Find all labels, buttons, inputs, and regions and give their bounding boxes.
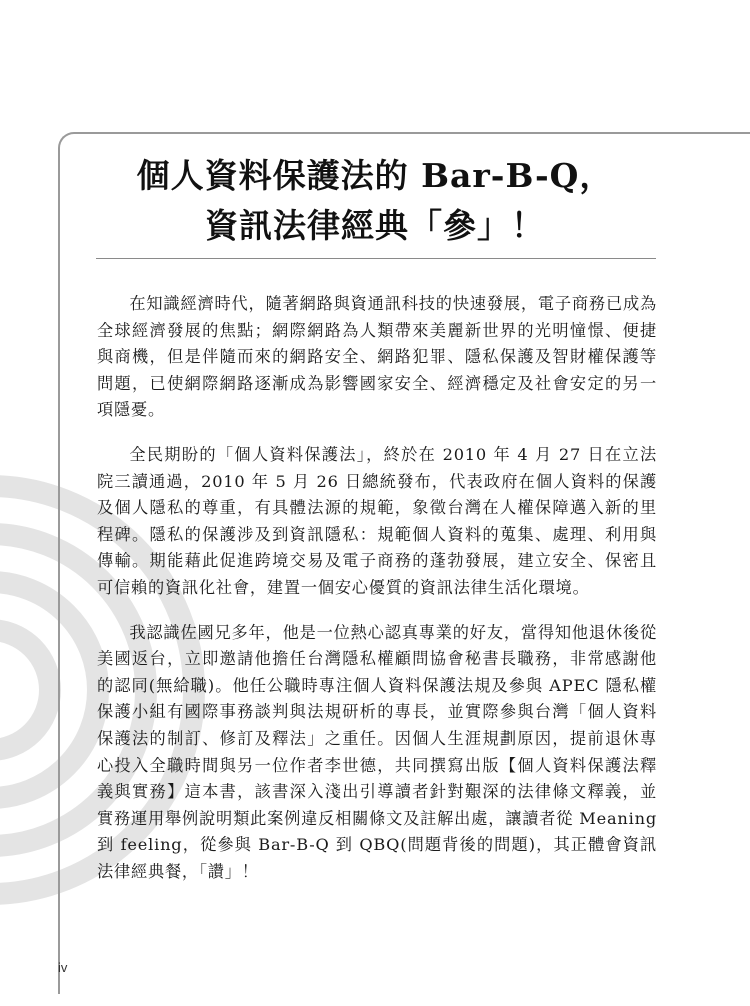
body-text bbox=[97, 291, 657, 903]
title-divider bbox=[96, 258, 656, 259]
paragraph-3: 我認識佐國兄多年，他是一位熱心認真專業的好友，當得知他退休後從美國返台，立即邀請他擔任台灣隱私權顧問協會秘書長職務，非常感謝他的認同(無給職)。他任公職時專注個人資料保護法規及參與 APEC 隱私權保護小組有國際事務談判與法規研析的專長，並實際參與台灣「個人資料保護法的制訂、修訂及釋法」之重任。因個人生涯規劃原因，提前退休專心投入全職時間與另一位作者李世德，共同撰寫出版【個人資料保護法釋義與實務】這本書，該書深入淺出引導讀者針對艱深的法律條文釋義，並實務運用舉例說明類此案例違反相關條文及註解出處，讓讀者從 Meaning 到 feeling，從參與 Bar-B-Q 到 QBQ(問題背後的問題)，其正體會資訊法律經典餐，「讚」！ bbox=[97, 622, 657, 881]
paragraph-2: 全民期盼的「個人資料保護法」，終於在 2010 年 4 月 27 日在立法院三讀通過，2010 年 5 月 26 日總統發布，代表政府在個人資料的保護及個人隱私的尊重，有具體法源的規範，象徵台灣在人權保障邁入新的里程碑。隱私的保護涉及到資訊隱私：規範個人資料的蒐集、處理、利用與傳輸。期能藉此促進跨境交易及電子商務的蓬勃發展，建立安全、保密且可信賴的資訊化社會，建置一個安心優質的資訊法律生活化環境。 bbox=[97, 444, 657, 597]
paragraph-1: 在知識經濟時代，隨著網路與資通訊科技的快速發展，電子商務已成為全球經濟發展的焦點；網際網路為人類帶來美麗新世界的光明憧憬、便捷與商機，但是伴隨而來的網路安全、網路犯罪、隱私保護及智財權保護等問題，已使網際網路逐漸成為影響國家安全、經濟穩定及社會安定的另一項隱憂。 bbox=[97, 294, 657, 420]
page-number: iv bbox=[58, 960, 68, 975]
page-title-line-1: 個人資料保護法的 Bar-B-Q， bbox=[136, 156, 614, 195]
page-title-line-2: 資訊法律經典「參」！ bbox=[205, 206, 545, 245]
